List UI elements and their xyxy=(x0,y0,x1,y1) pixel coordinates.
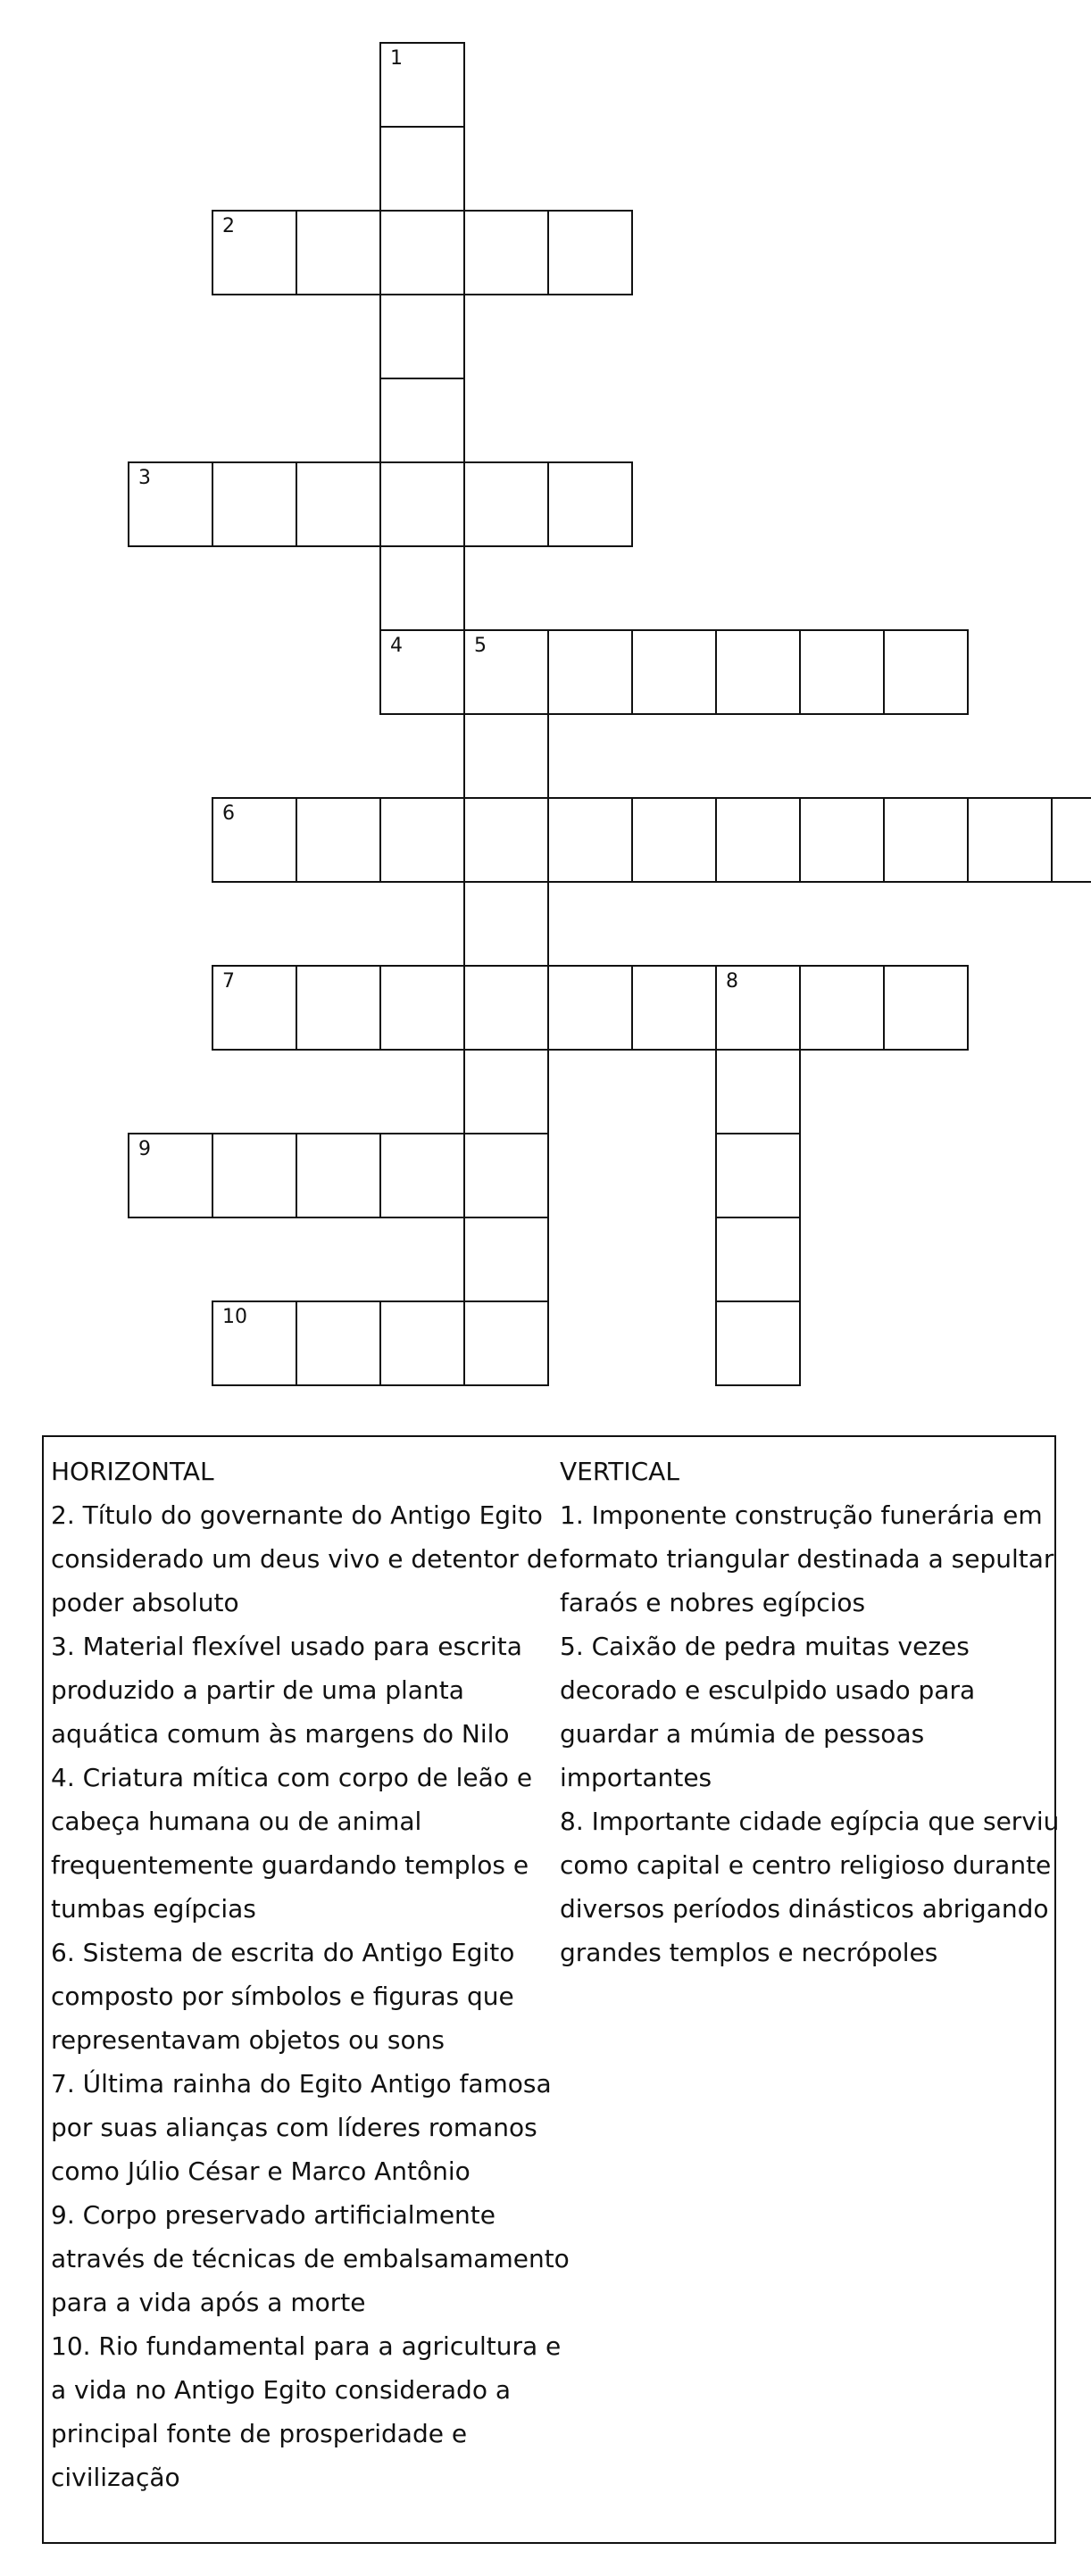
clues-box xyxy=(42,1435,1060,2544)
crossword-cell[interactable] xyxy=(296,461,381,547)
crossword-cell[interactable] xyxy=(379,965,465,1051)
clue-line: 6. Sistema de escrita do Antigo Egito xyxy=(51,1938,515,1967)
crossword-cell[interactable] xyxy=(379,1300,465,1386)
clue-line: a vida no Antigo Egito considerado a xyxy=(51,2375,512,2405)
clue-line: guardar a múmia de pessoas xyxy=(560,1719,925,1749)
crossword-cell[interactable] xyxy=(296,797,381,883)
clue-line: tumbas egípcias xyxy=(51,1894,256,1924)
crossword-cell[interactable] xyxy=(463,713,549,799)
crossword-cell[interactable] xyxy=(883,797,969,883)
crossword-cell[interactable] xyxy=(463,1133,549,1218)
clue-number: 1 xyxy=(390,47,403,70)
clue-line: faraós e nobres egípcios xyxy=(560,1588,866,1617)
crossword-cell[interactable] xyxy=(715,1133,801,1218)
clue-line: diversos períodos dinásticos abrigando xyxy=(560,1894,1049,1924)
clue-number: 8 xyxy=(726,970,738,993)
crossword-cell[interactable] xyxy=(715,1300,801,1386)
clue-line: principal fonte de prosperidade e xyxy=(51,2419,468,2448)
clue-line: produzido a partir de uma planta xyxy=(51,1675,464,1705)
horizontal-clue-lines xyxy=(51,1493,570,2499)
clue-line: 4. Criatura mítica com corpo de leão e xyxy=(51,1763,533,1792)
crossword-cell[interactable] xyxy=(212,210,297,295)
crossword-cell[interactable] xyxy=(463,461,549,547)
clue-line: frequentemente guardando templos e xyxy=(51,1850,529,1880)
crossword-cell[interactable] xyxy=(379,42,465,128)
clue-line: 3. Material flexível usado para escrita xyxy=(51,1632,522,1661)
crossword-cell[interactable] xyxy=(212,797,297,883)
crossword-cell[interactable] xyxy=(463,1049,549,1134)
crossword-cell[interactable] xyxy=(631,965,717,1051)
crossword-cell[interactable] xyxy=(883,629,969,715)
crossword-cell[interactable] xyxy=(547,797,633,883)
crossword-cell[interactable] xyxy=(128,1133,213,1218)
vertical-clues xyxy=(560,1450,1060,1974)
clue-line: 5. Caixão de pedra muitas vezes xyxy=(560,1632,970,1661)
crossword-cell[interactable] xyxy=(379,210,465,295)
crossword-cell[interactable] xyxy=(547,461,633,547)
vertical-heading: VERTICAL xyxy=(560,1457,679,1486)
clue-line: cabeça humana ou de animal xyxy=(51,1807,422,1836)
clue-line: 1. Imponente construção funerária em xyxy=(560,1500,1043,1530)
clue-line: 9. Corpo preservado artificialmente xyxy=(51,2200,496,2230)
crossword-cell[interactable] xyxy=(379,461,465,547)
crossword-cell[interactable] xyxy=(379,629,465,715)
crossword-cell[interactable] xyxy=(463,965,549,1051)
clue-line: 10. Rio fundamental para a agricultura e xyxy=(51,2331,562,2361)
horizontal-heading: HORIZONTAL xyxy=(51,1457,214,1486)
crossword-cell[interactable] xyxy=(296,210,381,295)
clue-number: 4 xyxy=(390,635,403,657)
clue-number: 9 xyxy=(138,1138,151,1160)
clue-line: como Júlio César e Marco Antônio xyxy=(51,2156,471,2186)
clue-line: decorado e esculpido usado para xyxy=(560,1675,976,1705)
clue-line: 8. Importante cidade egípcia que serviu xyxy=(560,1807,1060,1836)
clue-number: 2 xyxy=(222,215,235,237)
crossword-cell[interactable] xyxy=(463,797,549,883)
crossword-cell[interactable] xyxy=(631,629,717,715)
horizontal-clues xyxy=(51,1450,570,2499)
crossword-cell[interactable] xyxy=(296,1133,381,1218)
crossword-cell[interactable] xyxy=(463,1217,549,1302)
crossword-cell[interactable] xyxy=(883,965,969,1051)
clue-number: 3 xyxy=(138,467,151,489)
clue-line: representavam objetos ou sons xyxy=(51,2025,445,2055)
clue-line: poder absoluto xyxy=(51,1588,239,1617)
clue-line: formato triangular destinada a sepultar xyxy=(560,1544,1054,1574)
clue-line: por suas alianças com líderes romanos xyxy=(51,2113,537,2142)
vertical-clue-lines xyxy=(560,1493,1060,1974)
crossword-cell[interactable] xyxy=(463,1300,549,1386)
crossword-cell[interactable] xyxy=(212,1133,297,1218)
crossword-cell[interactable] xyxy=(212,1300,297,1386)
clue-line: composto por símbolos e figuras que xyxy=(51,1982,514,2011)
crossword-cell[interactable] xyxy=(799,629,885,715)
crossword-cell[interactable] xyxy=(715,629,801,715)
crossword-cell[interactable] xyxy=(379,294,465,379)
crossword-cell[interactable] xyxy=(1051,797,1091,883)
clue-line: 7. Última rainha do Egito Antigo famosa xyxy=(51,2069,552,2098)
clue-line: 2. Título do governante do Antigo Egito xyxy=(51,1500,543,1530)
clue-line: grandes templos e necrópoles xyxy=(560,1938,938,1967)
crossword-cell[interactable] xyxy=(128,461,213,547)
crossword-cell[interactable] xyxy=(379,1133,465,1218)
crossword-cell[interactable] xyxy=(296,1300,381,1386)
crossword-cell[interactable] xyxy=(715,797,801,883)
clue-number: 5 xyxy=(474,635,487,657)
crossword-cell[interactable] xyxy=(799,965,885,1051)
clue-number: 6 xyxy=(222,802,235,825)
crossword-cell[interactable] xyxy=(715,965,801,1051)
clue-line: através de técnicas de embalsamamento xyxy=(51,2244,570,2273)
crossword-cell[interactable] xyxy=(463,210,549,295)
clue-line: importantes xyxy=(560,1763,712,1792)
crossword-cell[interactable] xyxy=(379,797,465,883)
crossword-cell[interactable] xyxy=(379,126,465,212)
clue-line: como capital e centro religioso durante xyxy=(560,1850,1052,1880)
crossword-cell[interactable] xyxy=(547,210,633,295)
crossword-cell[interactable] xyxy=(296,965,381,1051)
crossword-cell[interactable] xyxy=(379,545,465,631)
crossword-cell[interactable] xyxy=(463,629,549,715)
clue-line: para a vida após a morte xyxy=(51,2288,366,2317)
clue-line: civilização xyxy=(51,2463,180,2492)
crossword-cell[interactable] xyxy=(379,378,465,463)
clue-number: 10 xyxy=(222,1306,247,1328)
crossword-cell[interactable] xyxy=(212,461,297,547)
crossword-cell[interactable] xyxy=(463,881,549,967)
crossword-cell[interactable] xyxy=(799,797,885,883)
crossword-cell[interactable] xyxy=(547,965,633,1051)
crossword-cell[interactable] xyxy=(715,1217,801,1302)
clue-line: aquática comum às margens do Nilo xyxy=(51,1719,510,1749)
crossword-cell[interactable] xyxy=(967,797,1053,883)
crossword-cell[interactable] xyxy=(212,965,297,1051)
clue-line: considerado um deus vivo e detentor de xyxy=(51,1544,558,1574)
clue-number: 7 xyxy=(222,970,235,993)
crossword-cell[interactable] xyxy=(631,797,717,883)
crossword-cell[interactable] xyxy=(715,1049,801,1134)
crossword-cell[interactable] xyxy=(547,629,633,715)
